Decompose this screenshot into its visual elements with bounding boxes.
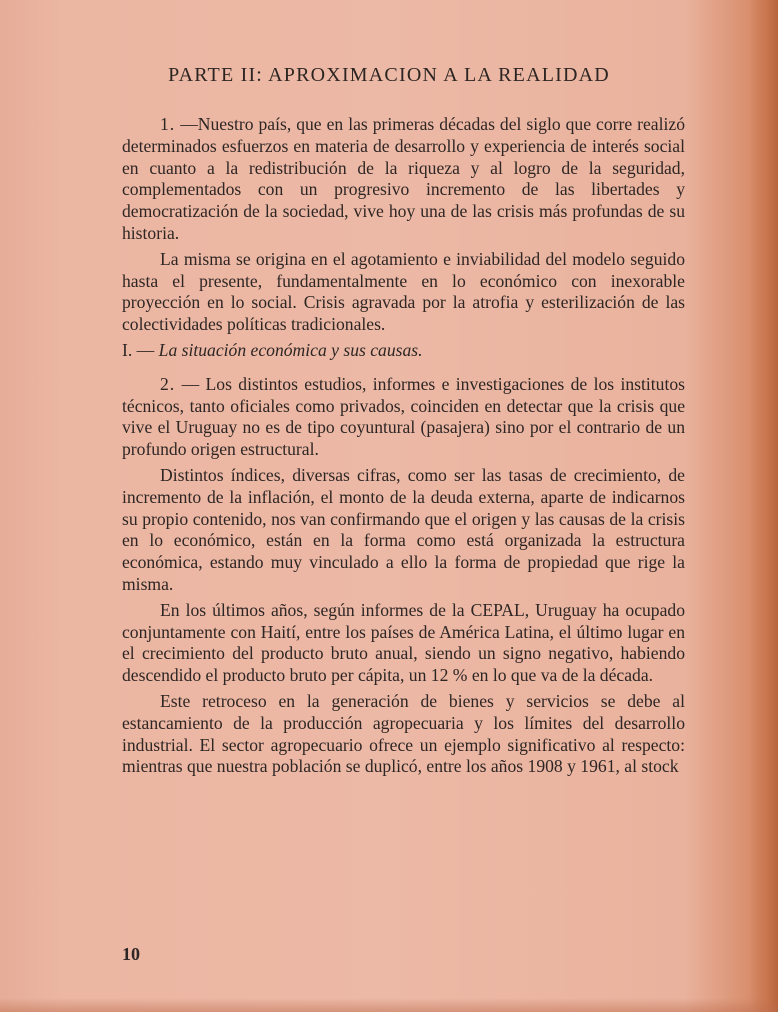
paragraph-text: — Los distintos estudios, informes e investigaciones de los institutos técnicos, tanto oficiales como privados, coinciden en detectar que la crisis que vive el Uruguay no es de tipo coyuntural (pasajera) sino por el contrario de un profundo origen estructural. bbox=[122, 373, 685, 460]
paragraph-2 bbox=[122, 249, 685, 336]
page-edge-shadow bbox=[750, 0, 778, 1012]
paragraph-text: —Nuestro país, que en las primeras décadas del siglo que corre realizó determinados esfuerzos en materia de desarrollo y experiencia de interés social en cuanto a la redistribución de la riqueza y al logro de la seguridad, complementados con un progresivo incremento de las libertades y democratización de la sociedad, vive hoy una de las crisis más profundas de su historia. bbox=[122, 114, 685, 243]
section-heading: PARTE II: APROXIMACION A LA REALIDAD bbox=[168, 64, 610, 86]
paragraph-text: Distintos índices, diversas cifras, como ser las tasas de crecimiento, de incremento de la inflación, el monto de la deuda externa, aparte de indicarnos su propio contenido, nos van confirmando que el origen y las causas de la crisis en lo económico, están en la forma como está organizada la estructura económica, estando muy vinculado a ello la forma de propiedad que rige la misma. bbox=[122, 464, 685, 594]
subheading-numeral: I. — bbox=[122, 339, 155, 360]
paragraph-number: 1. bbox=[160, 114, 176, 134]
page-bottom-shadow bbox=[0, 998, 778, 1012]
paragraph-1 bbox=[122, 114, 685, 245]
paragraph-4 bbox=[122, 465, 685, 596]
paragraph-6 bbox=[122, 691, 685, 778]
paragraph-3 bbox=[122, 374, 685, 461]
paragraph-number: 2. bbox=[160, 373, 176, 394]
paragraph-text: La misma se origina en el agotamiento e inviabilidad del modelo seguido hasta el presente, fundamentalmente en lo económico con inexorable proyección en lo social. Crisis agravada por la atrofia y esterilización de las colectividades políticas tradicionales. bbox=[122, 248, 685, 335]
subheading-text: La situación económica y sus causas. bbox=[158, 339, 423, 360]
subheading bbox=[122, 340, 685, 362]
page-number: 10 bbox=[122, 944, 140, 964]
paragraph-5 bbox=[122, 600, 685, 687]
body-text bbox=[122, 114, 685, 782]
paragraph-text: En los últimos años, según informes de la CEPAL, Uruguay ha ocupado conjuntamente con Haití, entre los países de América Latina, el último lugar en el crecimiento del producto bruto anual, siendo un signo negativo, habiendo descendido el producto bruto per cápita, un 12 % en lo que va de la década. bbox=[122, 599, 685, 686]
paragraph-text: Este retroceso en la generación de bienes y servicios se debe al estancamiento de la producción agropecuaria y los límites del desarrollo industrial. El sector agropecuario ofrece un ejemplo significativo al respecto: mientras que nuestra población se duplicó, entre los años 1908 y 1961, al stock bbox=[122, 690, 685, 777]
